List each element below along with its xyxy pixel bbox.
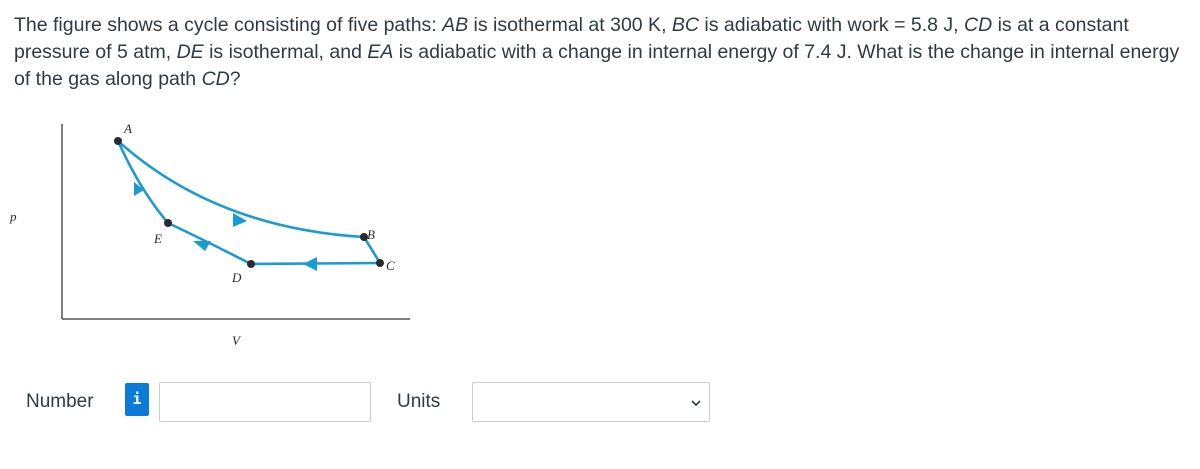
- question-text-segment: is isothermal, and: [203, 41, 368, 63]
- question-path-name: CD: [964, 14, 993, 36]
- arrow-cd: [303, 257, 317, 271]
- point-d: [247, 260, 255, 268]
- question-text-segment: is adiabatic with work = 5.8 J,: [699, 14, 964, 36]
- label-e: E: [154, 231, 162, 246]
- arrow-de: [193, 241, 211, 251]
- question-path-name: AB: [442, 14, 469, 36]
- chevron-down-icon: [689, 396, 703, 410]
- units-label: Units: [397, 391, 441, 412]
- info-icon: i: [132, 390, 142, 408]
- question-text-segment: ?: [229, 68, 241, 90]
- pv-diagram-svg: [0, 110, 430, 360]
- question-text: [14, 12, 1186, 93]
- question-text-segment: The figure shows a cycle consisting of five paths:: [14, 14, 443, 36]
- number-label: Number: [26, 391, 94, 412]
- label-b: B: [367, 227, 375, 242]
- pv-diagram: [0, 110, 430, 360]
- y-axis-label: p: [10, 209, 17, 224]
- label-a: A: [124, 121, 132, 136]
- label-c: C: [386, 258, 395, 273]
- units-select[interactable]: [472, 382, 710, 422]
- answer-row: [0, 378, 1200, 424]
- label-d: D: [232, 270, 242, 285]
- point-a: [114, 137, 122, 145]
- number-input[interactable]: [159, 382, 371, 422]
- info-button[interactable]: [125, 383, 149, 416]
- question-path-name: DE: [176, 41, 204, 63]
- question-text-segment: is at a constant pressure of 5 atm,: [14, 14, 1129, 63]
- path-ea: [118, 141, 168, 223]
- question-text-segment: is isothermal at 300 K,: [468, 14, 672, 36]
- question-path-name: EA: [367, 41, 394, 63]
- point-c: [376, 259, 384, 267]
- question-text-segment: is adiabatic with a change in internal energy of 7.4 J. What is the change in internal energy of the gas along path: [14, 41, 1180, 90]
- question-path-name: CD: [201, 68, 230, 90]
- point-e: [164, 219, 172, 227]
- question-path-name: BC: [671, 14, 699, 36]
- x-axis-label: V: [232, 333, 240, 348]
